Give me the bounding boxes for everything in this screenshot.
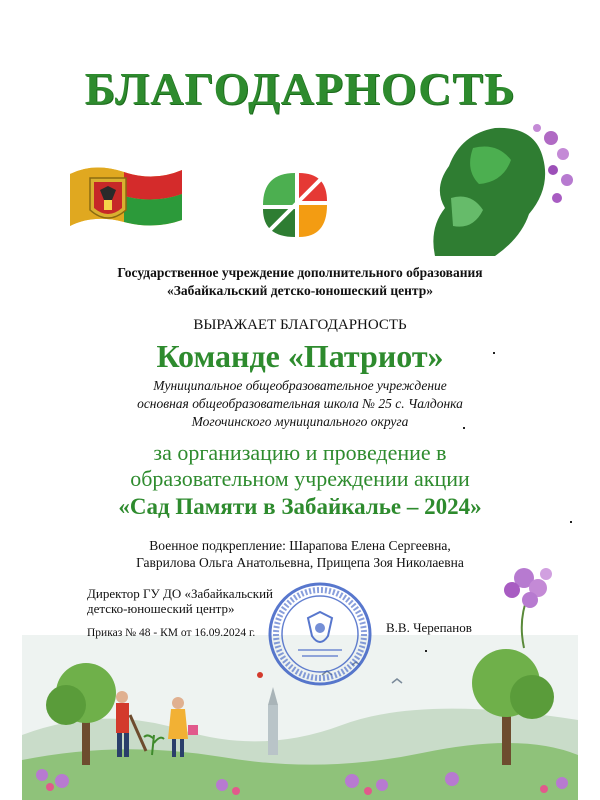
coat-of-arms-flag-icon xyxy=(64,160,186,242)
support-line-2: Гаврилова Ольга Анатольевна, Прищепа Зоя Николаевна xyxy=(136,555,464,570)
recipient-name: Команде «Патриот» xyxy=(156,338,444,374)
purpose-line-2: образовательном учреждении акции xyxy=(130,466,470,491)
scan-speck xyxy=(570,521,572,523)
director-signature-name: В.В. Черепанов xyxy=(386,620,472,635)
center-emblem-icon xyxy=(255,165,335,245)
lilac-flower-icon xyxy=(488,560,560,650)
support-line-1: Военное подкрепление: Шарапова Елена Сергеевна, xyxy=(149,538,451,553)
school-line-1: Муниципальное общеобразовательное учреждение xyxy=(153,378,447,393)
leaf-silhouette-icon xyxy=(425,118,575,258)
director-title-line-1: Директор ГУ ДО «Забайкальский xyxy=(87,586,274,601)
school-line-2: основная общеобразовательная школа № 25 с. Чалдонка xyxy=(137,396,463,411)
expresses-gratitude: ВЫРАЖАЕТ БЛАГОДАРНОСТЬ xyxy=(193,317,407,333)
purpose-line-1: за организацию и проведение в xyxy=(153,440,447,465)
scan-speck xyxy=(493,352,495,354)
official-seal-icon xyxy=(262,578,380,688)
certificate-title: БЛАГОДАРНОСТЬ xyxy=(84,63,516,114)
school-line-3: Могочинского муниципального округа xyxy=(191,414,409,429)
order-reference: Приказ № 48 - КМ от 16.09.2024 г. xyxy=(87,627,256,639)
scan-speck xyxy=(463,427,465,429)
event-name: «Сад Памяти в Забайкалье – 2024» xyxy=(118,494,482,519)
organization-name-line-2: «Забайкальский детско-юношеский центр» xyxy=(167,283,433,298)
director-title-line-2: детско-юношеский центр» xyxy=(87,601,235,616)
organization-name-line-1: Государственное учреждение дополнительного образования xyxy=(117,265,483,280)
scan-speck xyxy=(425,650,427,652)
